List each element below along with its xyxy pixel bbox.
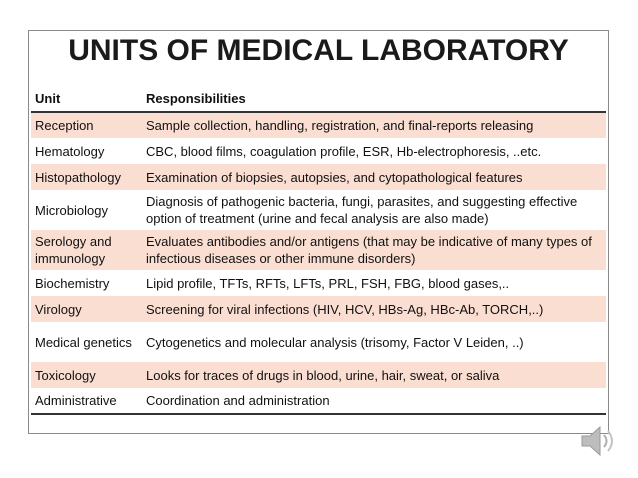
responsibility-cell: Sample collection, handling, registration, and final-reports releasing: [142, 112, 606, 138]
table-row: [31, 270, 606, 296]
unit-cell: Histopathology: [31, 164, 142, 190]
header-responsibilities: Responsibilities: [142, 85, 606, 112]
responsibility-cell: Screening for viral infections (HIV, HCV, HBs-Ag, HBc-Ab, TORCH,..): [142, 296, 606, 322]
unit-cell: Virology: [31, 296, 142, 322]
table-row: [31, 388, 606, 414]
unit-cell: Serology and immunology: [31, 230, 142, 270]
table-row: [31, 322, 606, 362]
table-row: [31, 190, 606, 230]
unit-cell: Hematology: [31, 138, 142, 164]
unit-cell: Microbiology: [31, 190, 142, 230]
header-unit: Unit: [31, 85, 142, 112]
table-row: [31, 138, 606, 164]
table-row: [31, 164, 606, 190]
table-row: [31, 362, 606, 388]
responsibility-cell: Diagnosis of pathogenic bacteria, fungi, parasites, and suggesting effective option of treatment (urine and fecal analysis are also made): [142, 190, 606, 230]
unit-cell: Toxicology: [31, 362, 142, 388]
responsibility-cell: Evaluates antibodies and/or antigens (that may be indicative of many types of infectious diseases or other immune disorders): [142, 230, 606, 270]
slide: [28, 30, 609, 434]
unit-cell: Biochemistry: [31, 270, 142, 296]
responsibility-cell: Cytogenetics and molecular analysis (trisomy, Factor V Leiden, ..): [142, 322, 606, 362]
table-header-row: [31, 85, 606, 112]
table-row: [31, 296, 606, 322]
units-table: [31, 85, 606, 415]
unit-cell: Medical genetics: [31, 322, 142, 362]
responsibility-cell: Lipid profile, TFTs, RFTs, LFTs, PRL, FSH, FBG, blood gases,..: [142, 270, 606, 296]
table-row: [31, 230, 606, 270]
unit-cell: Administrative: [31, 388, 142, 414]
responsibility-cell: Coordination and administration: [142, 388, 606, 414]
unit-cell: Reception: [31, 112, 142, 138]
slide-title: UNITS OF MEDICAL LABORATORY: [68, 34, 569, 67]
speaker-icon[interactable]: [578, 420, 620, 462]
responsibility-cell: Looks for traces of drugs in blood, urine, hair, sweat, or saliva: [142, 362, 606, 388]
responsibility-cell: CBC, blood films, coagulation profile, ESR, Hb-electrophoresis, ..etc.: [142, 138, 606, 164]
responsibility-cell: Examination of biopsies, autopsies, and cytopathological features: [142, 164, 606, 190]
table-row: [31, 112, 606, 138]
